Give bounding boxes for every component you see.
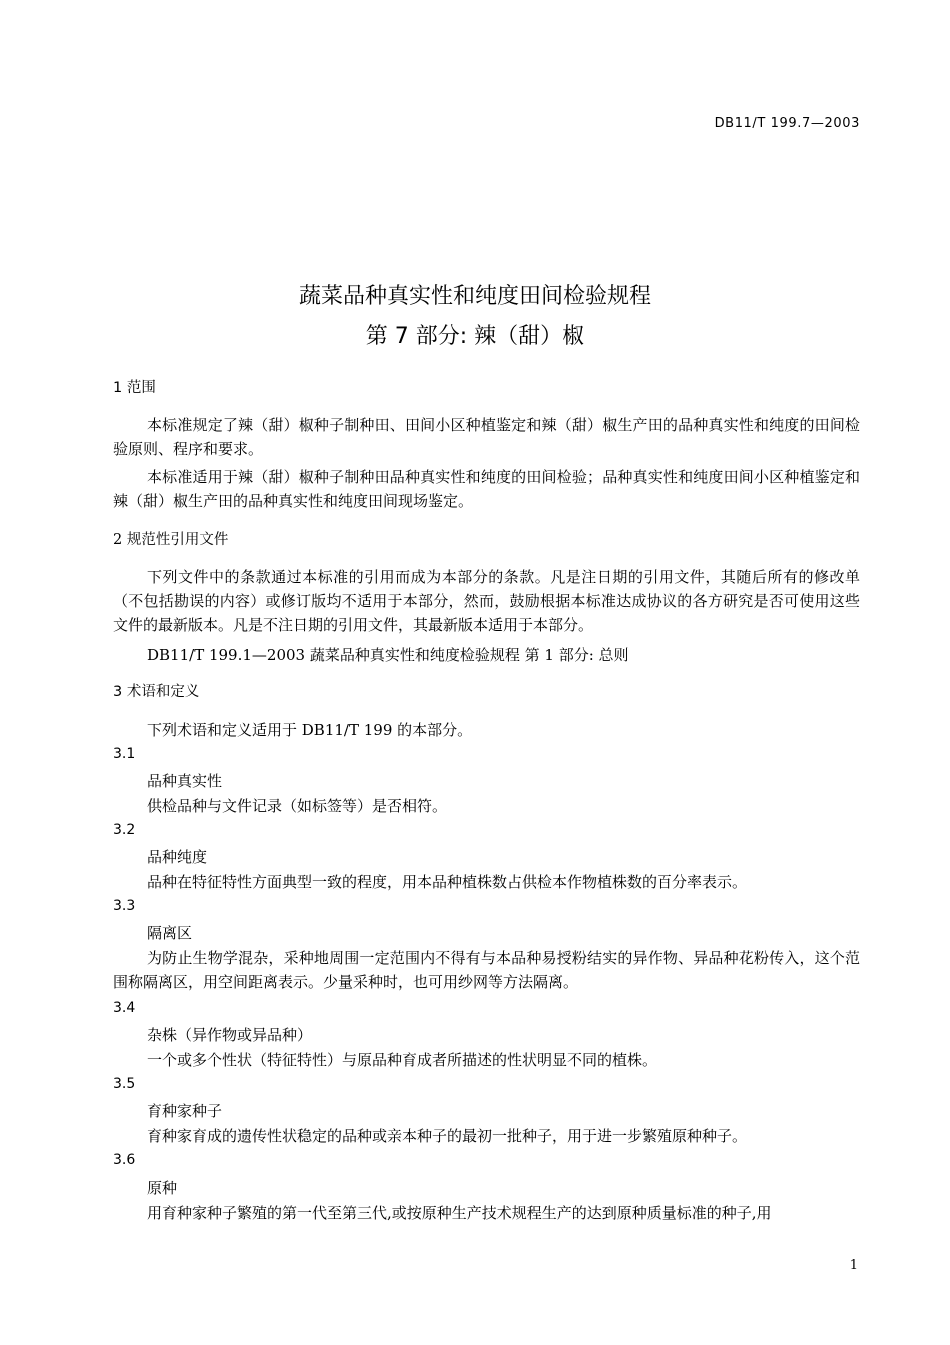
clause-number: 3.6 [113, 1152, 136, 1168]
section-3-heading: 3 术语和定义 [113, 684, 200, 700]
document-code-header: DB11/T 199.7—2003 [714, 116, 860, 131]
normative-reference: DB11/T 199.1—2003 蔬菜品种真实性和纯度检验规程 第 1 部分: 总则 [147, 646, 629, 664]
term-title: 育种家种子 [147, 1102, 223, 1120]
term-title: 杂株（异作物或异品种） [147, 1026, 313, 1044]
term-title: 品种纯度 [147, 848, 208, 866]
section-1-heading: 1 范围 [113, 380, 156, 396]
page-number: 1 [849, 1258, 858, 1273]
term-definition: 供检品种与文件记录（如标签等）是否相符。 [147, 797, 448, 815]
term-definition: 品种在特征特性方面典型一致的程度，用本品种植株数占供检本作物植株数的百分率表示。 [147, 873, 748, 891]
term-title: 原种 [147, 1179, 178, 1197]
clause-number: 3.4 [113, 1000, 136, 1016]
term-definition: 育种家育成的遗传性状稳定的品种或亲本种子的最初一批种子，用于进一步繁殖原种种子。 [147, 1127, 748, 1145]
clause-number: 3.2 [113, 822, 136, 838]
clause-number: 3.3 [113, 898, 136, 914]
clause-number: 3.1 [113, 746, 136, 762]
section-2-heading: 2 规范性引用文件 [113, 532, 229, 548]
term-definition: 为防止生物学混杂，采种地周围一定范围内不得有与本品种易授粉结实的异作物、异品种花粉传入，这个范围称隔离区，用空间距离表示。少量采种时，也可用纱网等方法隔离。 [113, 949, 860, 991]
section-3-intro: 下列术语和定义适用于 DB11/T 199 的本部分。 [147, 721, 473, 739]
section-2-paragraph-1: 下列文件中的条款通过本标准的引用而成为本部分的条款。凡是注日期的引用文件，其随后所有的修改单（不包括勘误的内容）或修订版均不适用于本部分，然而，鼓励根据本标准达成协议的各方研究是否可使用这些文件的最新版本。凡是不注日期的引用文件，其最新版本适用于本部分。 [113, 568, 860, 634]
section-1-paragraph-1: 本标准规定了辣（甜）椒种子制种田、田间小区种植鉴定和辣（甜）椒生产田的品种真实性和纯度的田间检验原则、程序和要求。 [113, 416, 860, 458]
term-title: 隔离区 [147, 924, 193, 942]
clause-number: 3.5 [113, 1076, 136, 1092]
document-title: 蔬菜品种真实性和纯度田间检验规程 [298, 284, 651, 309]
section-1-paragraph-2: 本标准适用于辣（甜）椒种子制种田品种真实性和纯度的田间检验；品种真实性和纯度田间小区种植鉴定和辣（甜）椒生产田的品种真实性和纯度田间现场鉴定。 [113, 468, 860, 510]
term-definition: 一个或多个性状（特征特性）与原品种育成者所描述的性状明显不同的植株。 [147, 1051, 658, 1069]
term-title: 品种真实性 [147, 772, 223, 790]
term-definition: 用育种家种子繁殖的第一代至第三代,或按原种生产技术规程生产的达到原种质量标准的种子,用 [147, 1204, 772, 1222]
document-subtitle: 第 7 部分: 辣（甜）椒 [365, 324, 585, 349]
